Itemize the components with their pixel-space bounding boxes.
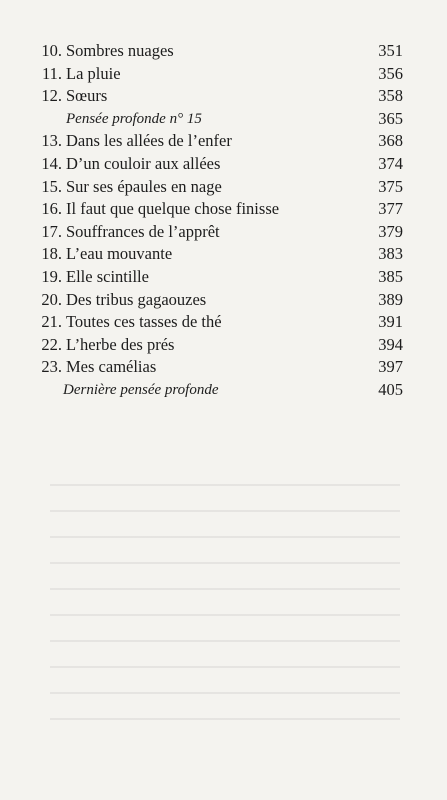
chapter-number: 17. <box>41 221 62 241</box>
page-number: 351 <box>378 41 403 60</box>
toc-entry <box>40 356 403 379</box>
chapter-number: 10. <box>41 41 62 60</box>
chapter-title: Des tribus gagaouzes <box>66 289 207 309</box>
page-number: 397 <box>378 357 403 377</box>
chapter-number: 15. <box>41 176 62 196</box>
page-number: 405 <box>378 379 403 399</box>
chapter-title: Dans les allées de l’enfer <box>66 131 232 151</box>
toc-entry <box>40 334 403 357</box>
chapter-number: 13. <box>41 131 62 151</box>
show-through-texture <box>50 470 400 730</box>
chapter-number: 12. <box>41 86 62 106</box>
toc-entry <box>40 289 403 312</box>
chapter-number: 23. <box>41 357 62 377</box>
page-number: 368 <box>378 131 403 151</box>
toc-entry <box>40 85 403 108</box>
chapter-title: Sombres nuages <box>66 41 174 60</box>
page-number: 391 <box>378 312 403 332</box>
chapter-title: L’eau mouvante <box>66 244 173 264</box>
chapter-title: Mes camélias <box>66 357 157 377</box>
toc-entry-interlude <box>40 108 403 131</box>
page-number: 374 <box>378 153 403 173</box>
page-number: 385 <box>378 266 403 286</box>
toc-entry <box>40 221 403 244</box>
toc-entry <box>40 130 403 153</box>
toc-entry <box>40 243 403 266</box>
interlude-title: Dernière pensée profonde <box>63 381 219 398</box>
page-number: 379 <box>378 221 403 241</box>
chapter-title: L’herbe des prés <box>66 334 175 354</box>
page-number: 365 <box>378 108 403 128</box>
toc-entry-interlude <box>40 379 403 402</box>
toc-entry <box>40 40 403 63</box>
page-number: 394 <box>378 334 403 354</box>
toc-entry <box>40 153 403 176</box>
chapter-title: Sur ses épaules en nage <box>66 176 222 196</box>
chapter-number: 22. <box>41 334 62 354</box>
chapter-number: 14. <box>41 153 62 173</box>
toc-entry <box>40 311 403 334</box>
chapter-number: 20. <box>41 289 62 309</box>
chapter-number: 18. <box>41 244 62 264</box>
toc-entry <box>40 63 403 86</box>
page-number: 389 <box>378 289 403 309</box>
page-number: 383 <box>378 244 403 264</box>
toc-entry <box>40 198 403 221</box>
toc-entry <box>40 266 403 289</box>
chapter-title: D’un couloir aux allées <box>66 153 221 173</box>
chapter-number: 16. <box>41 199 62 219</box>
chapter-title: La pluie <box>66 63 121 83</box>
chapter-number: 11. <box>41 63 62 83</box>
page-number: 356 <box>378 63 403 83</box>
chapter-number: 19. <box>41 266 62 286</box>
interlude-title: Pensée profonde n° 15 <box>66 110 202 127</box>
chapter-title: Souffrances de l’apprêt <box>66 221 220 241</box>
table-of-contents <box>40 40 403 402</box>
chapter-number: 21. <box>41 312 62 332</box>
chapter-title: Elle scintille <box>66 266 149 286</box>
page-number: 358 <box>378 86 403 106</box>
chapter-title: Toutes ces tasses de thé <box>66 312 222 332</box>
chapter-title: Il faut que quelque chose finisse <box>66 199 280 219</box>
toc-entry <box>40 176 403 199</box>
page-number: 377 <box>378 199 403 219</box>
chapter-title: Sœurs <box>66 86 108 106</box>
page-number: 375 <box>378 176 403 196</box>
